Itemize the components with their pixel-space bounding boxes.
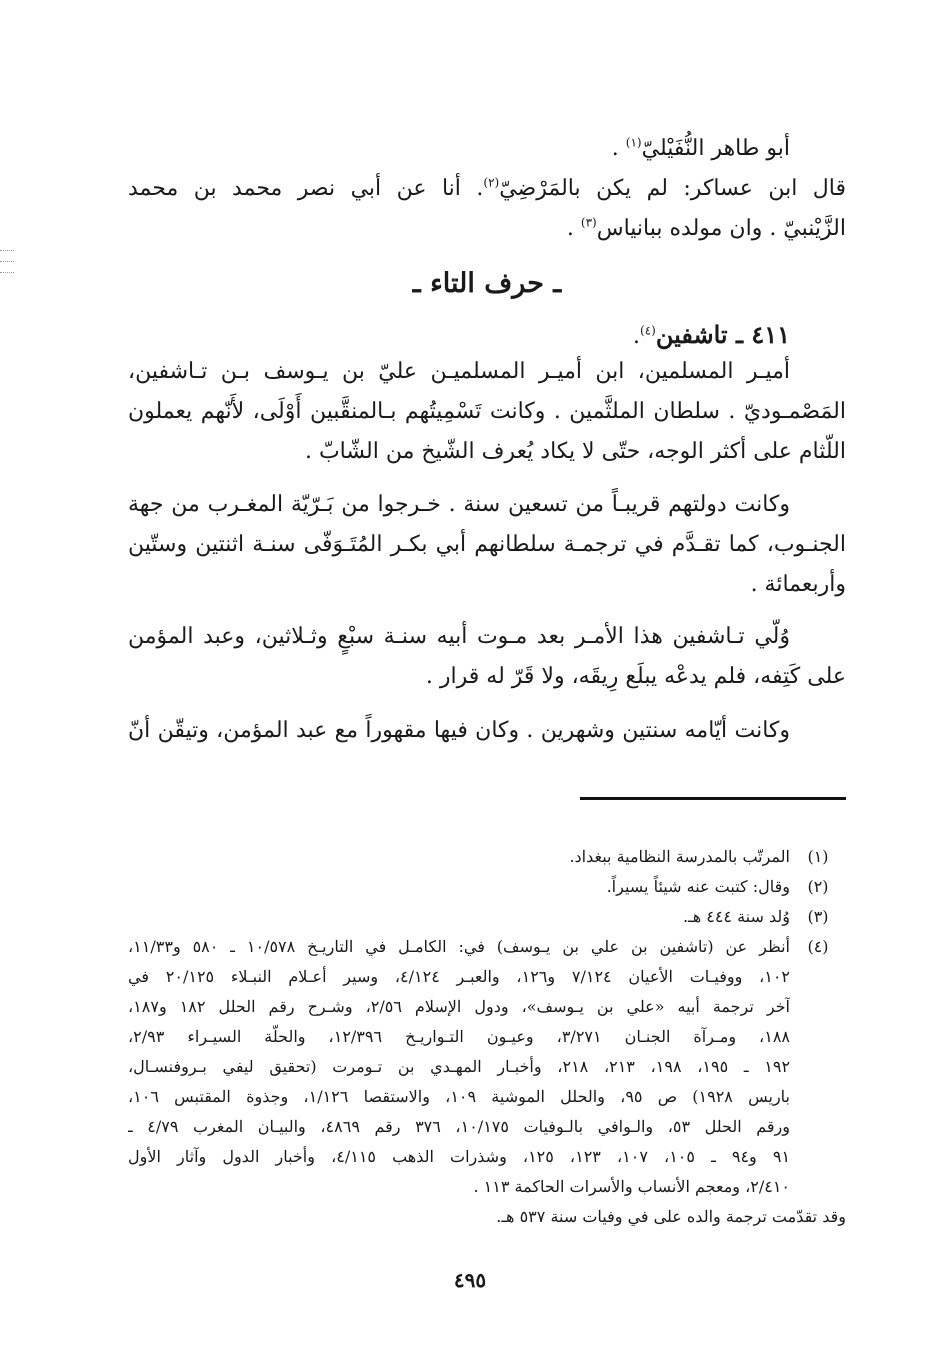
footnote-ref[interactable]: (٤) (640, 323, 656, 338)
text-span: . (611, 136, 619, 161)
text-span: أبو طاهر النُّفَيْليّ (641, 136, 790, 161)
footnote-item (128, 842, 846, 872)
footnote-line: باريس ١٩٢٨) ص ٩٥، والحلل الموشية ١٠٩، والاستقصا ١/١٢٦، وجذوة المقتبس ١٠٦، (128, 1087, 790, 1106)
text-line: المَصْمـوديّ . سلطان الملثَّمين . وكانت تَسْمِيتُهم بـالمنقَّبين أَوْلَى، لأَنّهم يعملون (128, 399, 846, 424)
footnote-line: آخر ترجمة أبيه «علي بن يـوسف»، ودول الإسلام ٢/٥٦، وشـرح رقم الحلل ١٨٢ و١٨٧، (128, 997, 790, 1016)
footnote-body (128, 872, 790, 902)
paragraph-1 (128, 352, 846, 472)
previous-entry-continuation (128, 129, 846, 249)
text-line (128, 169, 846, 209)
footnote-item (128, 902, 846, 932)
text-span: الزَّيْنبيّ . وان مولده ببانياس (596, 216, 846, 241)
footnote-ref[interactable]: (٣) (580, 215, 597, 230)
footnote-line: ١٩٢ ـ ١٩٥، ١٩٨، ٢١٣، ٢١٨، وأخبـار المهـدي بن تـومرت (تحقيق ليفي بـروفنسـال، (128, 1057, 790, 1076)
text-line: الجنـوب، كما تقـدَّم في ترجمـة سلطانهم أبي بكـر المُتَـوَفّى سنـة اثنتين وستّين (128, 532, 846, 557)
text-line (128, 209, 846, 249)
footnote-ref[interactable]: (١) (625, 135, 642, 150)
paragraph-4 (128, 711, 846, 751)
footnote-line: ١٠٢، ووفيـات الأعيان ٧/١٢٤ و١٢٦، والعبـر ٤/١٢٤، وسير أعـلام النبـلاء ٢٠/١٢٥ في (128, 967, 790, 986)
footnote-ref[interactable]: (٢) (483, 175, 500, 190)
footnote-separator (580, 797, 846, 800)
footnote-number: (١) (807, 847, 829, 866)
paragraph-2 (128, 485, 846, 605)
footnote-line: ٢/٤١٠، ومعجم الأنساب والأسرات الحاكمة ١١٣ . (473, 1177, 790, 1196)
text-line (128, 129, 846, 169)
text-line: وأربعمائة . (750, 572, 846, 597)
entry-title (128, 315, 846, 355)
footnote-body (128, 902, 790, 932)
text-line: على كَتِفه، فلم يدعْه يبلَع رِيقَه، ولا قَرّ له قرار . (425, 664, 846, 689)
text-line: وُلّي تـاشفين هذا الأمـر بعد مـوت أبيه سنـة سبْعٍ وثـلاثين، وعبد المؤمن (128, 624, 790, 649)
entry-title-block (128, 315, 846, 355)
text-line: أميـر المسلمين، ابن أميـر المسلميـن عليّ بن يـوسف بـن تـاشفين، (128, 359, 790, 384)
footnotes (128, 842, 846, 1232)
text-span: . (633, 324, 640, 349)
text-span: . (566, 216, 574, 241)
footnote-number: (٤) (807, 937, 829, 956)
footnote-line: ٩١ و٩٤ ـ ١٠٥، ١٠٧، ١٢٣، ١٢٥، وشذرات الذهب ٤/١١٥، وأخبار الدول وآثار الأول (128, 1147, 790, 1166)
footnote-line: وقال: كتبت عنه شيئاً يسيراً. (606, 877, 790, 896)
footnote-line: المرتّب بالمدرسة النظامية ببغداد. (569, 847, 790, 866)
text-line: وكانت دولتهم قريبـاً من تسعين سنة . خـرجوا من بَـرّيّة المغـرب من جهة (128, 492, 790, 517)
footnote-line: وُلد سنة ٤٤٤ هـ. (682, 907, 790, 926)
text-line: اللّثام على أكثر الوجه، حتّى لا يكاد يُعرف الشّيخ من الشّابّ . (304, 439, 846, 464)
footnote-line: ١٨٨، ومـرآة الجنـان ٣/٢٧١، وعيـون التـواريـخ ١٢/٣٩٦، والحلّة السيـراء ٢/٩٣، (128, 1027, 790, 1046)
scan-edge-marks (0, 250, 14, 300)
footnote-item (128, 872, 846, 902)
footnote-tail: وقد تقدّمت ترجمة والده على في وفيات سنة ٥٣٧ هـ. (496, 1207, 846, 1226)
footnote-item (128, 932, 846, 1202)
footnote-line: أنظر عن (تاشفين بن علي بن يـوسف) في: الكامـل في التاريـخ ١٠/٥٧٨ ـ ٥٨٠ و١١/٣٣، (128, 937, 790, 956)
page-number: ٤٩٥ (453, 1268, 487, 1292)
footnote-number: (٣) (807, 907, 829, 926)
paragraph-3 (128, 617, 846, 697)
text-line: وكانت أيّامه سنتين وشهرين . وكان فيها مقهوراً مع عبد المؤمن، وتيقّن أنّ (128, 718, 790, 743)
footnote-number: (٢) (807, 877, 829, 896)
footnote-body (128, 842, 790, 872)
footnote-line: ورقم الحلل ٥٣، والـوافي بالـوفيات ١٠/١٧٥، ٣٧٦ رقم ٤٨٦٩، والبيـان المغرب ٤/٧٩ ـ (128, 1117, 790, 1136)
entry-title-text: ٤١١ ـ تاشفين (655, 320, 790, 349)
text-span: قال ابن عساكر: لم يكن بالمَرْضِيّ (499, 176, 846, 201)
footnote-body (128, 932, 790, 1202)
text-span: . أنا عن أبي نصر محمد بن محمد (128, 176, 484, 201)
section-heading: ـ حرف التاء ـ (412, 268, 562, 299)
